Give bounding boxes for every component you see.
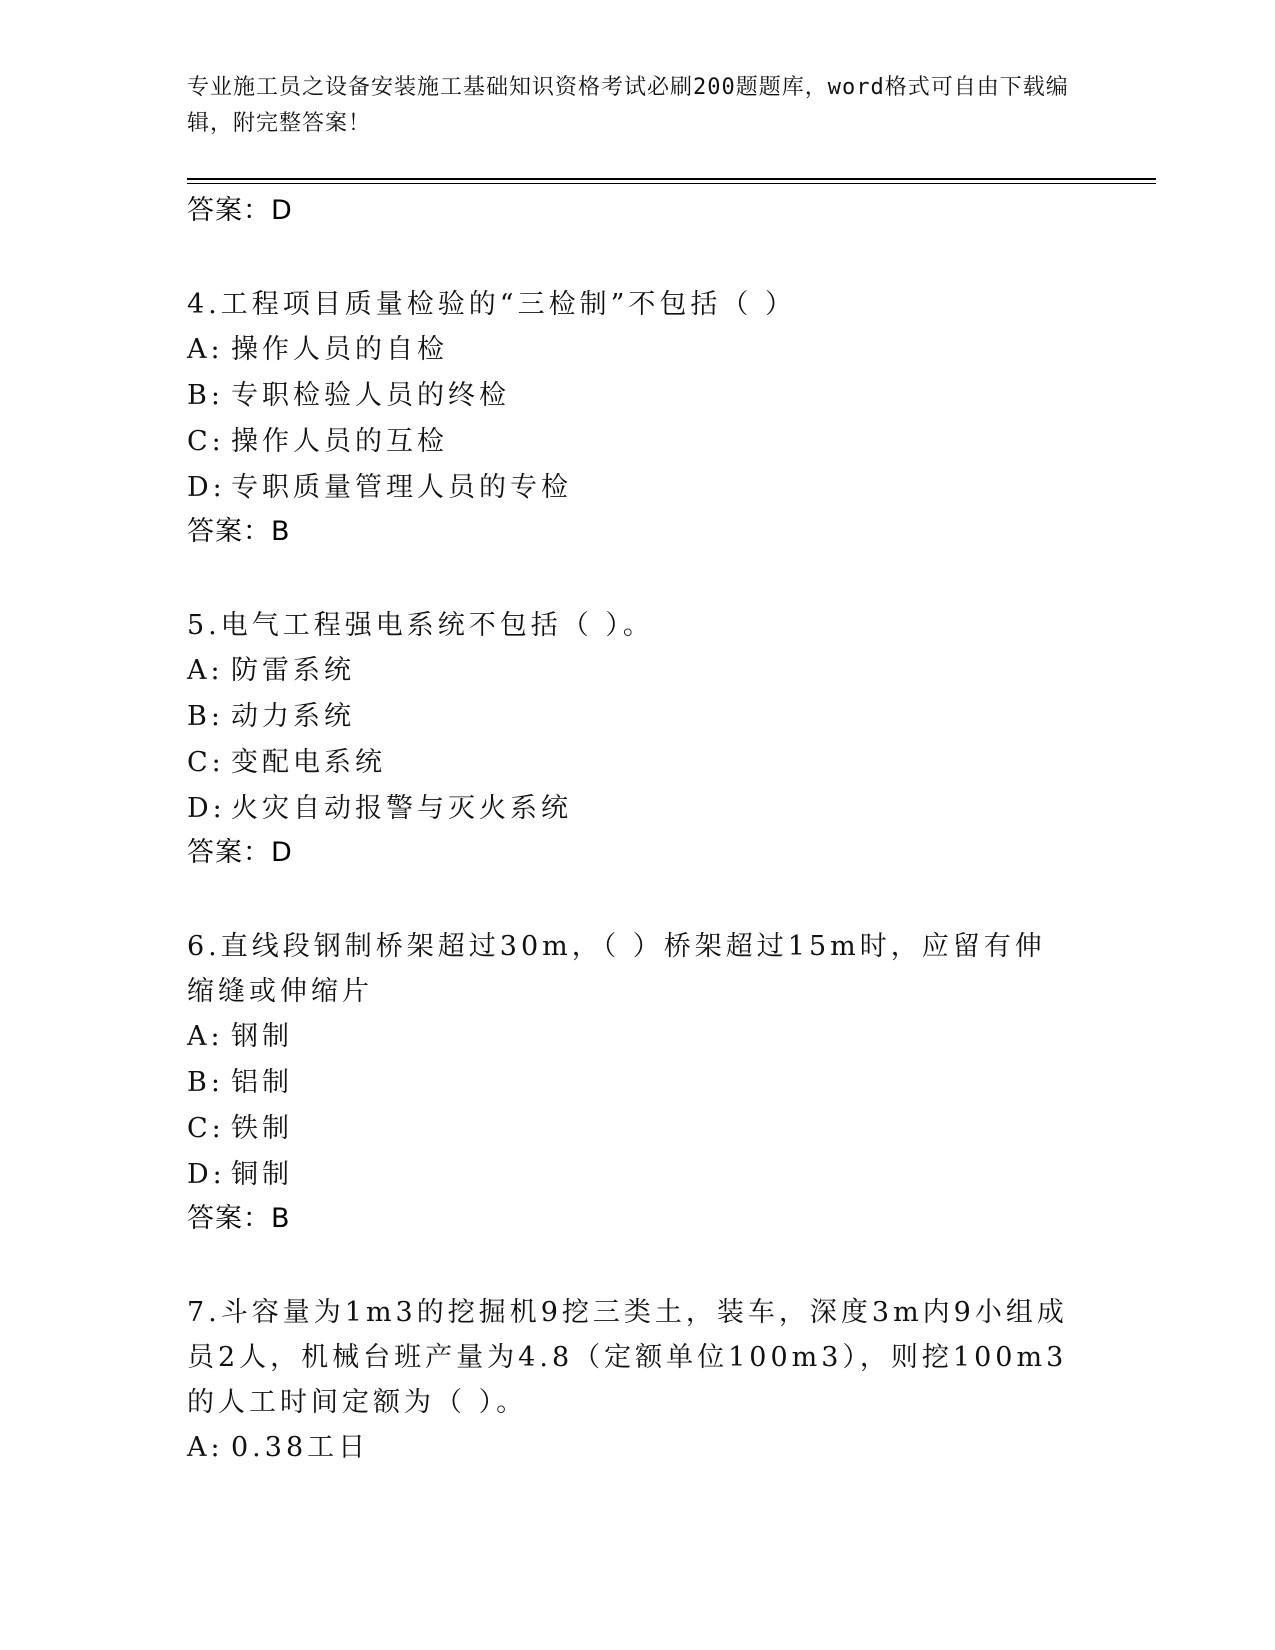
option-d [187, 786, 1087, 832]
option-a [187, 648, 1087, 694]
question-6 [187, 924, 1087, 1243]
option-letter: D: [187, 1159, 226, 1190]
option-letter: C: [187, 1113, 225, 1144]
option-text: 铜制 [231, 1159, 293, 1190]
question-stem: 7.斗容量为1m3的挖掘机9挖三类土，装车，深度3m内9小组成员2人，机械台班产量为4.8（定额单位100m3），则挖100m3的人工时间定额为（ ）。 [187, 1297, 1068, 1418]
option-letter: C: [187, 747, 225, 778]
option-text: 火灾自动报警与灭火系统 [231, 793, 572, 824]
option-letter: B: [187, 701, 224, 732]
option-letter: C: [187, 426, 225, 457]
option-letter: A: [187, 1021, 224, 1052]
question-5 [187, 603, 1087, 877]
option-letter: A: [187, 655, 224, 686]
option-a [187, 1425, 1087, 1471]
option-text: 操作人员的自检 [231, 334, 448, 365]
document-header-title: 专业施工员之设备安装施工基础知识资格考试必刷200题题库，word格式可自由下载编辑，附完整答案！ [187, 75, 1069, 136]
question-list [187, 190, 1087, 1471]
option-text: 铝制 [231, 1067, 293, 1098]
option-letter: D: [187, 472, 226, 503]
question-7 [187, 1290, 1087, 1471]
option-letter: A: [187, 1432, 224, 1463]
option-text: 动力系统 [231, 701, 355, 732]
question-stem: 6.直线段钢制桥架超过30m，（ ）桥架超过15m时，应留有伸缩缝或伸缩片 [187, 931, 1046, 1007]
header-divider-thin [187, 183, 1156, 184]
option-text: 钢制 [231, 1021, 293, 1052]
option-d [187, 1152, 1087, 1198]
option-d [187, 465, 1087, 511]
option-c [187, 740, 1087, 786]
question-stem: 4.工程项目质量检验的“三检制”不包括（ ） [187, 289, 796, 320]
option-text: 铁制 [231, 1113, 293, 1144]
option-letter: A: [187, 334, 224, 365]
question-stem: 5.电气工程强电系统不包括（ ）。 [187, 610, 654, 641]
option-text: 防雷系统 [231, 655, 355, 686]
option-b [187, 1060, 1087, 1106]
option-a [187, 1014, 1087, 1060]
option-letter: B: [187, 1067, 224, 1098]
answer-line: 答案：B [187, 516, 291, 547]
option-text: 0.38工日 [231, 1432, 370, 1463]
option-text: 操作人员的互检 [231, 426, 448, 457]
option-text: 专职质量管理人员的专检 [231, 472, 572, 503]
option-text: 变配电系统 [231, 747, 386, 778]
option-b [187, 373, 1087, 419]
answer-line: 答案：D [187, 195, 293, 226]
option-c [187, 419, 1087, 465]
option-a [187, 327, 1087, 373]
question-4 [187, 282, 1087, 556]
option-text: 专职检验人员的终检 [231, 380, 510, 411]
answer-line: 答案：B [187, 1203, 291, 1234]
option-letter: B: [187, 380, 224, 411]
answer-line: 答案：D [187, 837, 293, 868]
header-divider-thick [187, 178, 1156, 180]
option-c [187, 1106, 1087, 1152]
option-letter: D: [187, 793, 226, 824]
option-b [187, 694, 1087, 740]
